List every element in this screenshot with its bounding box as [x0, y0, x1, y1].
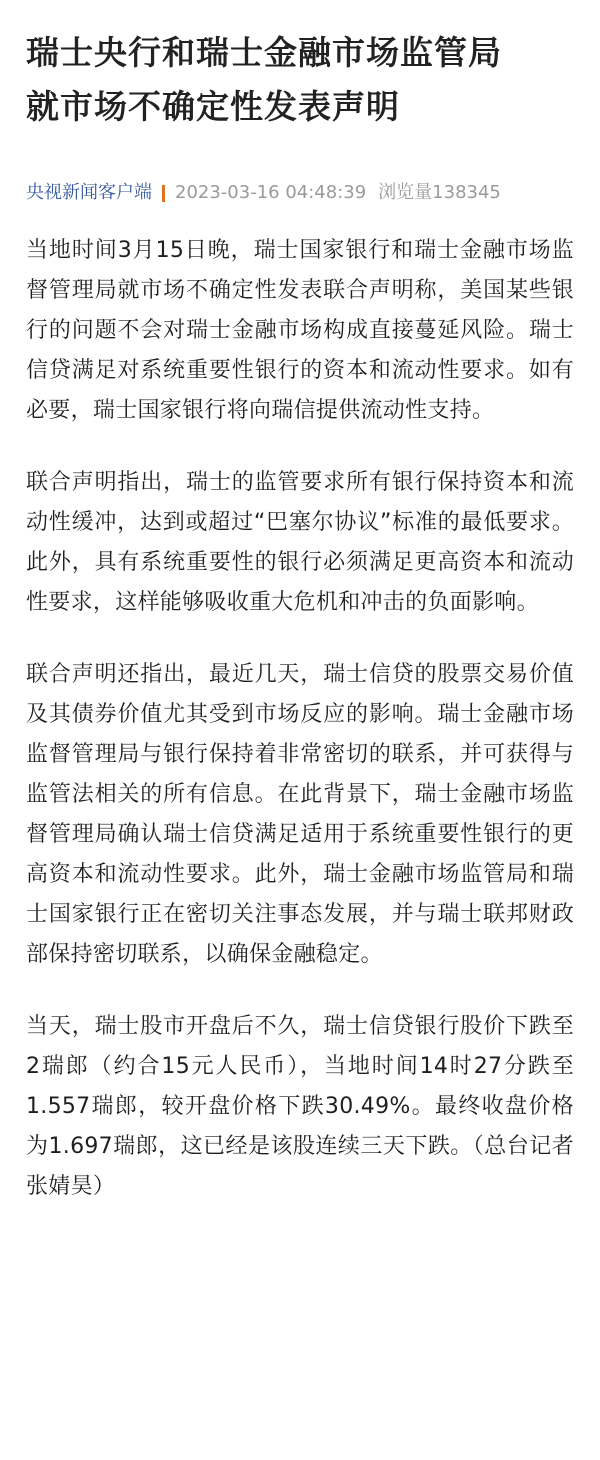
article-paragraph-3: 联合声明还指出，最近几天，瑞士信贷的股票交易价值及其债券价值尤其受到市场反应的影响。瑞士金融市场监督管理局与银行保持着非常密切的联系，并可获得与监管法相关的所有信息。在此背景下，瑞士金融市场监督管理局确认瑞士信贷满足适用于系统重要性银行的更高资本和流动性要求。此外，瑞士金融市场监管局和瑞士国家银行正在密切关注事态发展，并与瑞士联邦财政部保持密切联系，以确保金融稳定。: [26, 662, 574, 967]
source-link[interactable]: 央视新闻客户端: [26, 182, 152, 203]
article-title-line-2: 就市场不确定性发表声明: [26, 87, 400, 126]
article-title-line-1: 瑞士央行和瑞士金融市场监管局: [26, 33, 502, 72]
article-body: [26, 231, 574, 1207]
article-meta: [26, 180, 574, 206]
article-paragraph-4: 当天，瑞士股市开盘后不久，瑞士信贷银行股价下跌至2瑞郎（约合15元人民币），当地时间14时27分跌至1.557瑞郎，较开盘价格下跌30.49%。最终收盘价格为1.697瑞郎，这已经是该股连续三天下跌。（总台记者 张婧昊）: [26, 1014, 574, 1199]
article-paragraph-1: 当地时间3月15日晚，瑞士国家银行和瑞士金融市场监督管理局就市场不确定性发表联合声明称，美国某些银行的问题不会对瑞士金融市场构成直接蔓延风险。瑞士信贷满足对系统重要性银行的资本和流动性要求。如有必要，瑞士国家银行将向瑞信提供流动性支持。: [26, 238, 574, 423]
view-count: 浏览量138345: [378, 182, 501, 203]
article-title: [26, 26, 574, 134]
meta-divider: [162, 185, 165, 202]
publish-datetime: 2023-03-16 04:48:39: [175, 182, 367, 203]
article-paragraph-2: 联合声明指出，瑞士的监管要求所有银行保持资本和流动性缓冲，达到或超过“巴塞尔协议”标准的最低要求。此外，具有系统重要性的银行必须满足更高资本和流动性要求，这样能够吸收重大危机和冲击的负面影响。: [26, 470, 574, 615]
